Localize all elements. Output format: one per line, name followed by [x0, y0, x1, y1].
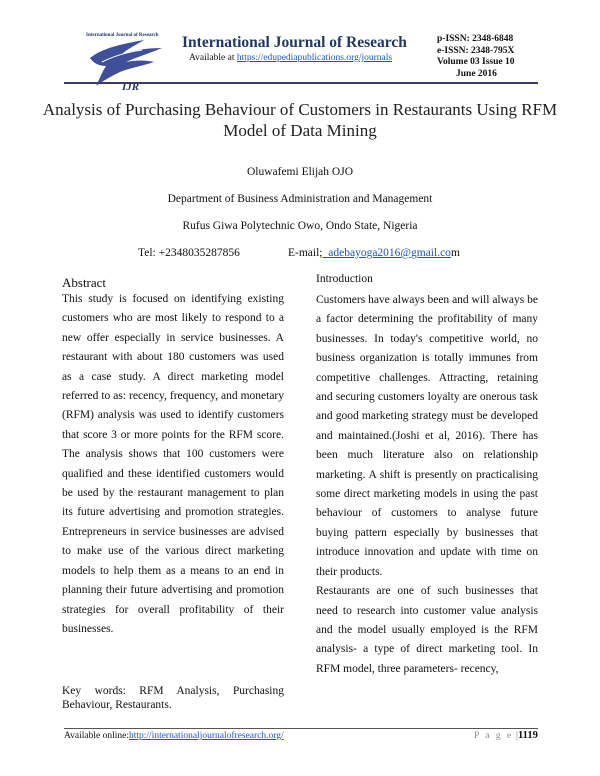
e-issn: e-ISSN: 2348-795X: [437, 45, 515, 56]
intro-paragraph-1: Customers have always been and will always be a factor determining the profitability of many businesses. In today's competitive world, no business organization is totally immunes from competitive challenges. Attracting, retaining and securing customers loyalty are onerous task and good marketing strategy must be developed and maintained.(Joshi et al, 2016). There has been much literature also on relationship marketing. A shift is presently on practicalising some direct marketing models in using the past behaviour of customers to analyse future buying pattern especially by businesses that introduce innovation and update with time on their products.: [316, 294, 538, 578]
institution: Rufus Giwa Polytechnic Owo, Ondo State, Nigeria: [182, 220, 418, 232]
email: [288, 247, 460, 259]
footer-available-online: [64, 731, 284, 741]
p-issn: p-ISSN: 2348-6848: [437, 34, 514, 44]
page-label: P a g e: [474, 731, 514, 741]
author-name: Oluwafemi Elijah OJO: [246, 166, 354, 178]
available-at: [189, 53, 392, 63]
footer-divider: [64, 728, 538, 729]
paper-title: Analysis of Purchasing Behaviour of Customers in Restaurants Using RFM Model of Data Mining: [42, 100, 558, 140]
logo-label: International Journal of Research: [86, 33, 159, 38]
logo-abbrev: IJR: [122, 81, 140, 93]
department: Department of Business Administration and Management: [167, 193, 433, 205]
issue-date: June 2016: [456, 68, 497, 79]
abstract-text: This study is focused on identifying existing customers who are most likely to respond to a new offer especially in service businesses. A restaurant with about 180 customers was used as a case study. A direct marketing model referred to as: recency, frequency, and monetary (RFM) analysis was used to identify customers that score 3 or more points for the RFM score. The analysis shows that 100 customers were qualified and these identified customers would be used by the restaurant management to plan its future advertising and promotion strategies. Entrepreneurs in service businesses are advised to make use of the various direct marketing models to help them as a means to an end in planning their future advertising and promotion strategies for overall profitability of their businesses.: [62, 293, 284, 635]
page-indicator: [474, 730, 538, 741]
volume-issue: Volume 03 Issue 10: [437, 57, 515, 67]
available-prefix: Available at: [189, 53, 237, 63]
page-separator: |: [515, 730, 518, 741]
issn-block: [437, 34, 515, 80]
journal-logo: [82, 30, 172, 96]
email-tail: m: [450, 247, 460, 259]
email-link[interactable]: _adebayoga2016@gmail.co: [322, 247, 451, 259]
email-label: E-mail;: [288, 247, 323, 259]
wing-icon: [90, 40, 162, 86]
intro-paragraph-2: Restaurants are one of such businesses that need to research into customer value analysis and the model usually employed is the RFM analysis- a type of direct marketing tool. In RFM model, three parameters- recency,: [316, 585, 538, 675]
keywords: Key words: RFM Analysis, Purchasing Behaviour, Restaurants.: [62, 685, 284, 711]
journal-title: International Journal of Research: [182, 34, 407, 51]
abstract-heading: Abstract: [62, 275, 107, 290]
introduction-heading: Introduction: [316, 273, 373, 285]
footer-available-label: Available online:: [64, 731, 129, 741]
introduction-text: [316, 291, 538, 679]
telephone: Tel: +2348035287856: [138, 247, 240, 259]
journal-url-link[interactable]: https://edupediapublications.org/journals: [236, 53, 393, 63]
footer-url-link[interactable]: http://internationaljournalofresearch.org/: [128, 731, 284, 741]
header-divider: [64, 82, 538, 84]
page-number: 1119: [517, 730, 538, 741]
